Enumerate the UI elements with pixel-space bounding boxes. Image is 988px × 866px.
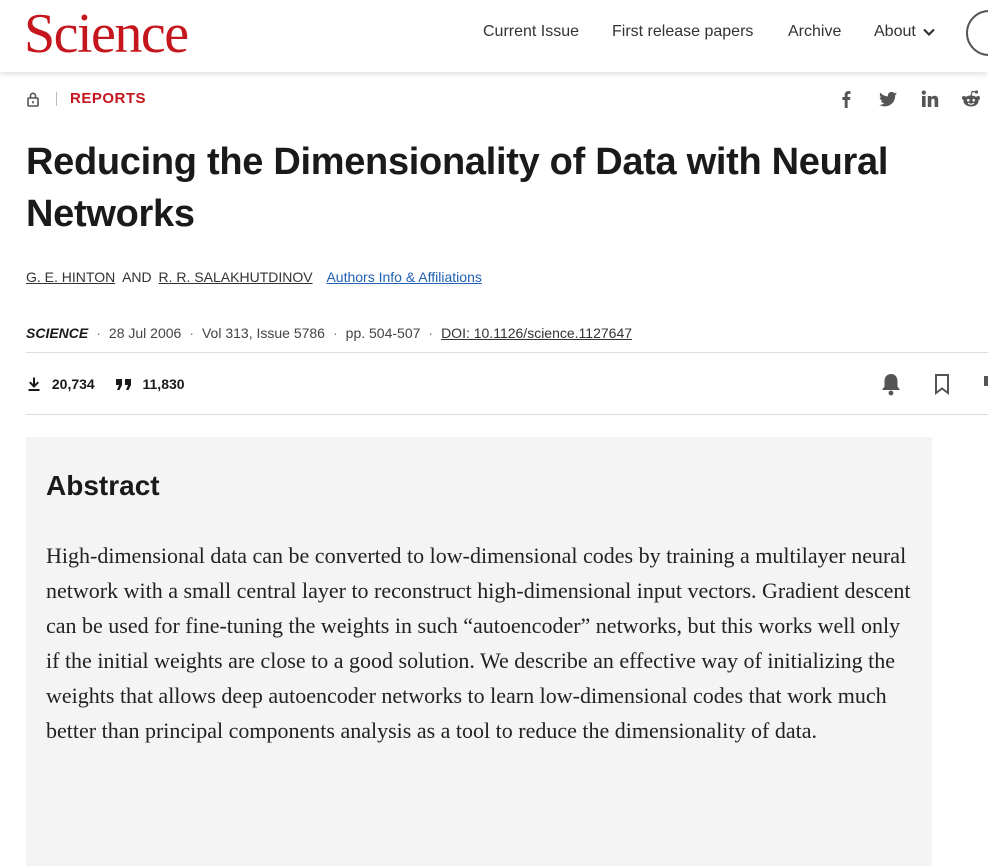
- facebook-icon[interactable]: [836, 89, 856, 109]
- nav-current-issue[interactable]: Current Issue: [483, 23, 580, 40]
- meta-divider: [56, 92, 57, 106]
- nav-archive[interactable]: Archive: [788, 23, 842, 40]
- search-button[interactable]: [966, 10, 988, 56]
- pub-date: 28 Jul 2006: [108, 325, 182, 341]
- linkedin-icon[interactable]: [920, 89, 940, 109]
- citation-count[interactable]: 11,830: [142, 376, 185, 393]
- doi-link[interactable]: DOI: 10.1126/science.1127647: [441, 325, 633, 341]
- separator-dot: ·: [332, 325, 338, 341]
- nav-about[interactable]: [874, 22, 935, 42]
- volume-issue[interactable]: Vol 313, Issue 5786: [201, 325, 325, 341]
- bookmark-icon[interactable]: [933, 373, 951, 395]
- lock-icon: [26, 91, 40, 107]
- section-label[interactable]: REPORTS: [70, 90, 147, 107]
- divider: [26, 414, 988, 415]
- author-link[interactable]: G. E. HINTON: [26, 269, 116, 285]
- bell-icon[interactable]: [880, 372, 902, 396]
- twitter-icon[interactable]: [878, 89, 898, 109]
- site-header: [0, 0, 988, 72]
- journal-name[interactable]: SCIENCE: [26, 325, 89, 341]
- author-joiner: AND: [122, 269, 152, 285]
- download-icon: [26, 376, 42, 392]
- article-metrics: [26, 374, 185, 393]
- reddit-icon[interactable]: [961, 89, 981, 109]
- chevron-down-icon: [923, 27, 935, 37]
- more-icon[interactable]: [982, 376, 988, 390]
- nav-about-label: About: [874, 23, 916, 40]
- nav-first-release-papers[interactable]: First release papers: [612, 23, 754, 40]
- abstract-heading: Abstract: [46, 470, 160, 501]
- publication-info: [26, 324, 632, 342]
- separator-dot: ·: [428, 325, 434, 341]
- page-range: pp. 504-507: [345, 325, 421, 341]
- divider: [26, 352, 988, 353]
- author-link[interactable]: R. R. SALAKHUTDINOV: [158, 269, 313, 285]
- quote-icon: [115, 376, 133, 392]
- separator-dot: ·: [189, 325, 194, 341]
- authors-info-affiliations-link[interactable]: Authors Info & Affiliations: [326, 269, 482, 285]
- download-count[interactable]: 20,734: [51, 376, 95, 393]
- author-list: [26, 268, 482, 286]
- abstract-text: High-dimensional data can be converted to low-dimensional codes by training a multilayer neural network with a small central layer to reconstruct high-dimensional input vectors. Gradient descent can be used for fine-tuning the weights in such “autoencoder” networks, but this works well only if the initial weights are close to a good solution. We describe an effective way of initializing the weights that allows deep autoencoder networks to learn low-dimensional codes that work much better than principal components analysis as a tool to reduce the dimensionality of data.: [46, 543, 911, 743]
- article-title: Reducing the Dimensionality of Data with Neural Networks: [26, 141, 889, 235]
- science-logo[interactable]: Science: [24, 3, 188, 65]
- separator-dot: ·: [96, 325, 101, 341]
- abstract-section: [26, 437, 932, 866]
